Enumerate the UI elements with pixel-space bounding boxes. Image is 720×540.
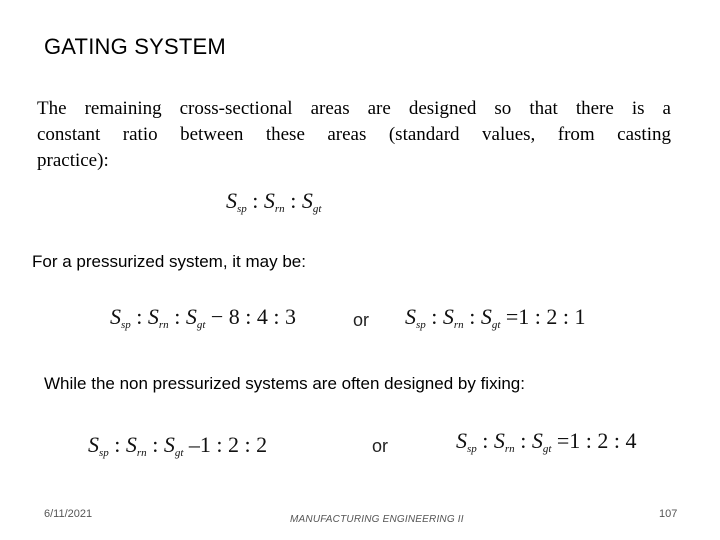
ratio-formula: $S_{sp}$ : $S_{rn}$ : $S_{gt}$ [226,188,322,215]
pressurized-label: For a pressurized system, it may be: [32,252,306,271]
non-pressurized-formula-2: $S_{sp}$ : $S_{rn}$ : $S_{gt} =1$ : 2 : 4 [456,428,637,455]
slide-title: GATING SYSTEM [44,34,226,59]
footer-date: 6/11/2021 [44,508,93,520]
pressurized-formula-2: $S_{sp}$ : $S_{rn}$ : $S_{gt} =1$ : 2 : 1 [405,304,586,331]
page-number: 107 [659,508,678,520]
or-label-2: or [372,436,389,456]
intro-paragraph [37,96,671,174]
non-pressurized-label: While the non pressurized systems are often designed by fixing: [44,374,525,393]
paragraph-line-3: practice): [37,150,109,171]
pressurized-formula-1: $S_{sp}$ : $S_{rn}$ : $S_{gt} - 8$ : 4 : 3 [110,304,297,331]
paragraph-line-1: The remaining cross-sectional areas are designed so that there is a [37,98,671,119]
or-label-1: or [353,310,370,330]
paragraph-line-2: constant ratio between these areas (standard values, from casting [37,124,671,145]
non-pressurized-formula-1: $S_{sp}$ : $S_{rn}$ : $S_{gt}$ –1 : 2 : 2 [88,432,268,459]
footer-title: MANUFACTURING ENGINEERING II [290,514,464,525]
